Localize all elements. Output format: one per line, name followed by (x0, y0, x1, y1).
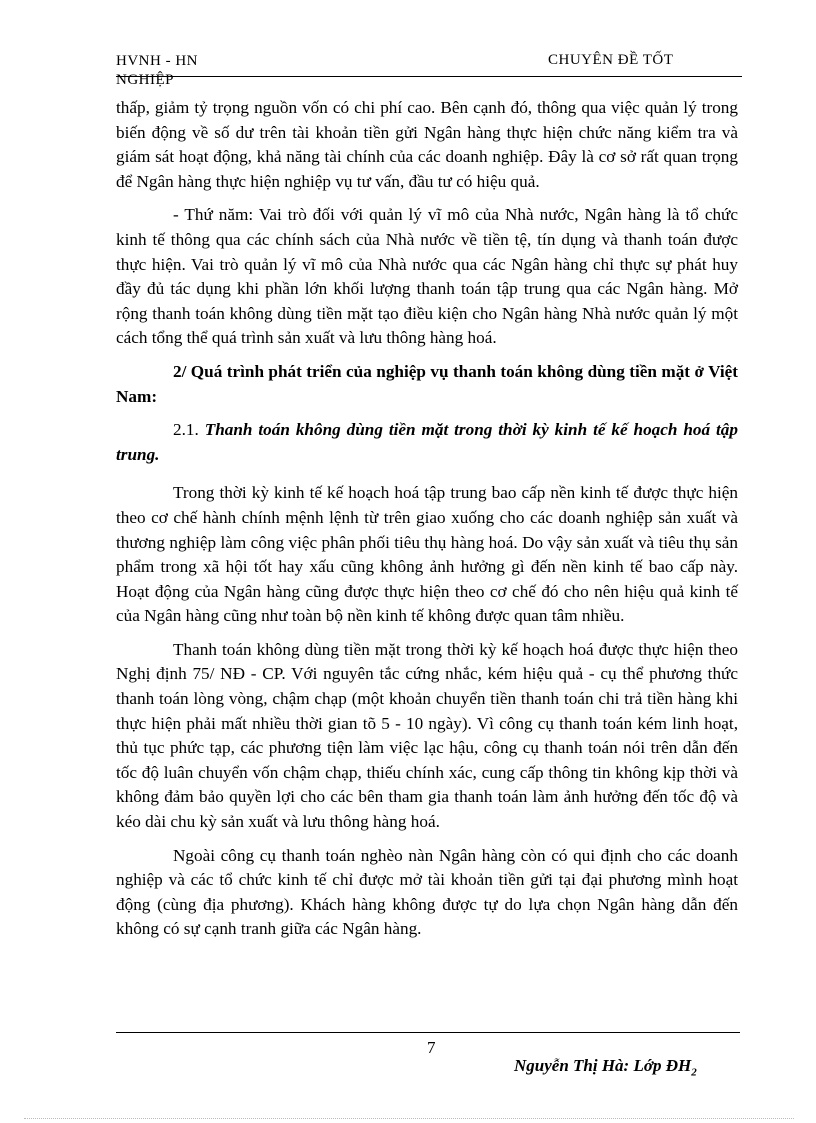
paragraph-2: - Thứ năm: Vai trò đối với quản lý vĩ mô của Nhà nước, Ngân hàng là tổ chức kinh tế thông qua các chính sách của Nhà nước về tiền tệ, tín dụng và thanh toán được thực hiện. Vai trò quản lý vĩ mô của Nhà nước qua các Ngân hàng chỉ thực sự phát huy đầy đủ tác dụng khi phần lớn khối lượng thanh toán tập trung qua các Ngân hàng. Mở rộng thanh toán không dùng tiền mặt tạo điều kiện cho Ngân hàng Nhà nước quản lý một cách tổng thể quá trình sản xuất và lưu thông hàng hoá. (116, 205, 738, 348)
author-name: Nguyễn Thị Hà: Lớp ĐH (514, 1056, 692, 1075)
header-title: CHUYÊN ĐỀ TỐT (548, 52, 674, 68)
section-heading: 2/ Quá trình phát triển của nghiệp vụ thanh toán không dùng tiền mặt ở Việt Nam: (116, 361, 738, 406)
subsection-title: Thanh toán không dùng tiền mặt trong thời kỳ kinh tế kế hoạch hoá tập trung. (116, 420, 738, 464)
subsection-number: 2.1. (173, 420, 199, 440)
paragraph-5: Ngoài công cụ thanh toán nghèo nàn Ngân hàng còn có qui định cho các doanh nghiệp và các tổ chức kinh tế chỉ được mở tài khoản tiền gửi tại đại phương mình hoạt động (cùng địa phương). Khách hàng không được tự do lựa chọn Ngân hàng dẫn đến không có sự cạnh tranh giữa các Ngân hàng. (116, 845, 738, 939)
page-number: 7 (427, 1038, 436, 1057)
paragraph-3: Trong thời kỳ kinh tế kế hoạch hoá tập trung bao cấp nền kinh tế được thực hiện theo cơ chế hành chính mệnh lệnh từ trên giao xuống cho các doanh nghiệp sản xuất và thương nghiệp làm công việc phân phối tiêu thụ hàng hoá. Do vậy sản xuất và tiêu thụ sản phẩm trong xã hội tốt hay xấu cũng không ảnh hưởng gì đến nền kinh tế bao cấp này. Hoạt động của Ngân hàng cũng được thực hiện theo cơ chế đó cho nên hiệu quả kinh tế của Ngân hàng cũng như toàn bộ nền kinh tế không được quan tâm nhiều. (116, 483, 738, 626)
header-divider (116, 76, 742, 77)
document-body (116, 96, 738, 951)
paragraph-4: Thanh toán không dùng tiền mặt trong thời kỳ kế hoạch hoá được thực hiện theo Nghị định 75/ NĐ - CP. Với nguyên tắc cứng nhắc, kém hiệu quả - cụ thể phương thức thanh toán lòng vòng, chậm chạp (một khoản chuyển tiền thanh toán chi trả tiền hàng khi thực hiện phải mất nhiều thời gian tõ 5 - 10 ngày). Vì công cụ thanh toán kém linh hoạt, thủ tục phức tạp, các phương tiện làm việc lạc hậu, công cụ thanh toán nói trên dẫn đến tốc độ luân chuyển vốn chậm chạp, thiếu chính xác, cung cấp thông tin không kịp thời và không đảm bảo quyền lợi cho các bên tham gia thanh toán làm ảnh hưởng đến tốc độ và kéo dài chu kỳ sản xuất và lưu thông hàng hoá. (116, 639, 738, 832)
author-class-subscript: 2 (691, 1066, 697, 1079)
paragraph-1: thấp, giảm tỷ trọng nguồn vốn có chi phí cao. Bên cạnh đó, thông qua việc quản lý trong biến động về số dư trên tài khoản tiền gửi Ngân hàng thực hiện chức năng kiểm tra và giám sát hoạt động, khả năng tài chính của các doanh nghiệp. Đây là cơ sở rất quan trọng để Ngân hàng thực hiện nghiệp vụ tư vấn, đầu tư có hiệu quả. (116, 98, 738, 191)
footer-author (514, 1056, 697, 1078)
header-org: HVNH - HN (116, 53, 198, 69)
subsection-heading (116, 418, 738, 467)
footer-divider (116, 1032, 740, 1033)
header-org-continued: NGHIỆP (116, 72, 174, 88)
header-left (116, 52, 198, 90)
page-bottom-border (24, 1118, 794, 1119)
